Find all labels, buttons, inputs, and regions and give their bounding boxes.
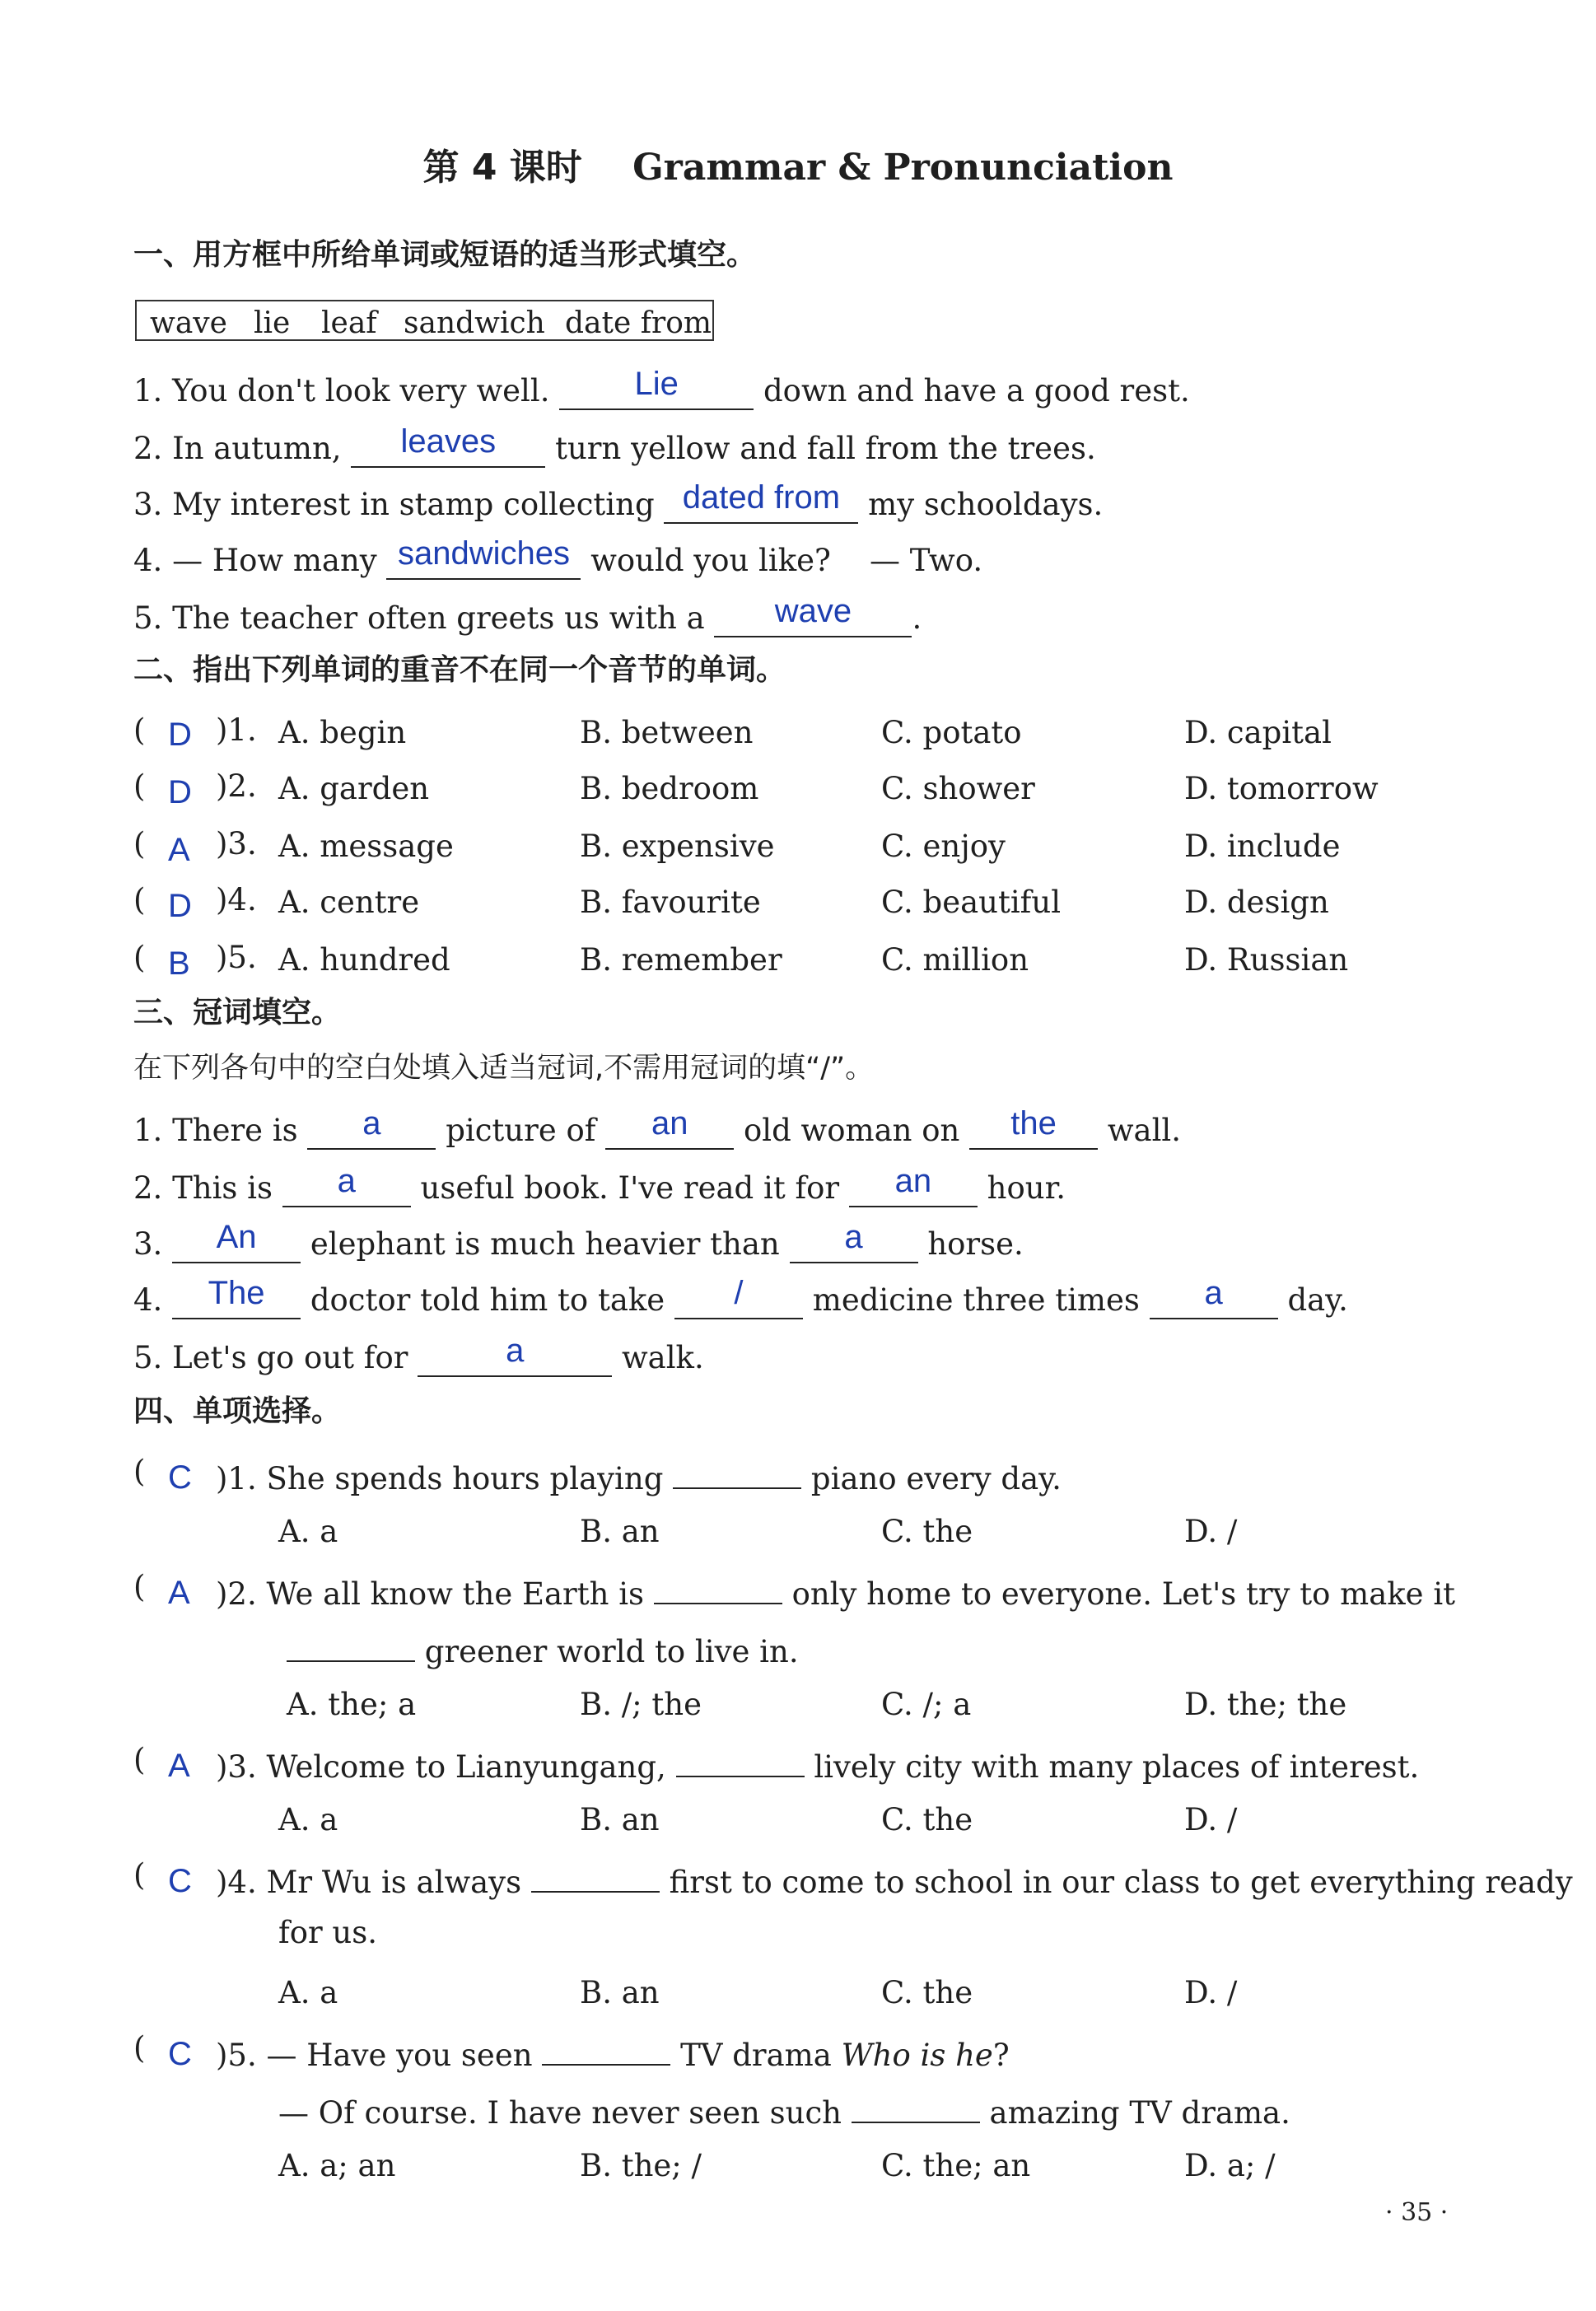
s1-item-4: 4. — How many sandwiches would you like? — Two. xyxy=(133,535,983,578)
answer-blank xyxy=(969,1105,1098,1150)
lesson-topic: Grammar & Pronunciation xyxy=(632,147,1174,189)
worksheet-page: 第 4 课时 Grammar & Pronunciation 一、用方框中所给单词或短语的适当形式填空。 wave lie leaf sandwich date from 1. You don't look very well. Lie down and have a good rest. 2. In autumn, leaves turn yellow and fall from the trees. 3. My interest in stamp collecting dated from my schooldays. 4. — How many sandwiches would you like? — Two. 5. The teacher often greets us with a wave . 二、指出下列单词的重音不在同一个音节的单词。 ( D )1. A. begin B. between C. potato D. capital ( D )2. A. garden B. bedroom C. shower D. tomorrow ( A )3. A. message B. expensive C. enjoy D. include ( D )4. A. centre B. favourite C. beautiful D. design ( B )5. A. hundred B. remember C. million D. Russian 三、冠词填空。 在下列各句中的空白处填入适当冠词,不需用冠词的填“/”。 1. There is a picture of an old woman on the wall. 2. This is a useful book. I've read it for an hour. 3. An elephant is much heavier than a horse. 4. The doctor told him to take / medicine three times a day. 5. Let's go out for a walk. 四、单项选择。 ( C )1. She spends hours playing piano every day. A. a B. an C. the D. / ( A )2. We all know the Earth is only home to everyone. Let's try to make it greener world to live in. A. the; a B. /; the C. /; a D. the; the ( A )3. Welcome to Lianyungang, lively city with many places of interest. A. a B. an C. the D. / ( C )4. Mr Wu is always first to come to school in our class to get everything ready for us. A. a B. an C. the D. / ( C )5. — Have you seen TV drama Who is he? — Of course. I have never seen such amazing TV drama. A. a; an B. the; / C. the; an D. a; / · 35 · xyxy=(0,0,1596,2311)
word-box-item: sandwich xyxy=(404,306,545,340)
handwritten-answer: / xyxy=(734,1275,744,1311)
question-blank xyxy=(531,1860,660,1893)
section-1-heading: 一、用方框中所给单词或短语的适当形式填空。 xyxy=(133,238,757,272)
handwritten-answer: wave xyxy=(774,593,852,629)
s3-item-3: 3. An elephant is much heavier than a horse. xyxy=(133,1219,1024,1262)
question-blank xyxy=(676,1744,805,1777)
word-box-item: wave xyxy=(150,306,227,340)
handwritten-answer: An xyxy=(216,1219,257,1255)
section-4-heading: 四、单项选择。 xyxy=(133,1394,342,1428)
handwritten-answer: C xyxy=(168,1863,192,1899)
answer-blank xyxy=(386,535,581,580)
lesson-label: 第 4 课时 xyxy=(422,147,582,189)
handwritten-answer: C xyxy=(168,1459,192,1496)
answer-blank xyxy=(790,1219,918,1263)
handwritten-answer: A xyxy=(168,1748,190,1784)
s3-item-1: 1. There is a picture of an old woman on the wall. xyxy=(133,1105,1182,1148)
answer-blank xyxy=(418,1333,612,1377)
answer-blank xyxy=(674,1275,803,1319)
handwritten-answer: D xyxy=(168,717,192,753)
word-box xyxy=(135,300,714,341)
answer-blank xyxy=(282,1163,411,1207)
handwritten-answer: D xyxy=(168,774,192,810)
answer-blank xyxy=(351,423,545,468)
question-blank xyxy=(852,2090,980,2123)
section-3-instruction: 在下列各句中的空白处填入适当冠词,不需用冠词的填“/”。 xyxy=(133,1052,875,1085)
s3-item-5: 5. Let's go out for a walk. xyxy=(133,1333,704,1375)
handwritten-answer: D xyxy=(168,888,192,924)
handwritten-answer: a xyxy=(1204,1275,1223,1311)
answer-blank xyxy=(172,1219,301,1263)
section-2-heading: 二、指出下列单词的重音不在同一个音节的单词。 xyxy=(133,653,786,687)
handwritten-answer: leaves xyxy=(400,423,497,460)
answer-blank xyxy=(849,1163,978,1207)
answer-blank xyxy=(664,479,858,524)
word-box-item: date from xyxy=(565,306,712,340)
answer-blank xyxy=(1150,1275,1278,1319)
s1-item-5: 5. The teacher often greets us with a wave . xyxy=(133,593,922,636)
handwritten-answer: an xyxy=(894,1163,932,1199)
handwritten-answer: a xyxy=(337,1163,356,1199)
s1-item-2: 2. In autumn, leaves turn yellow and fall from the trees. xyxy=(133,423,1096,466)
handwritten-answer: a xyxy=(844,1219,863,1255)
handwritten-answer: a xyxy=(362,1105,381,1141)
page-number: · 35 · xyxy=(1385,2198,1449,2227)
handwritten-answer: Lie xyxy=(634,366,679,402)
word-box-item: lie xyxy=(254,306,291,340)
s3-item-4: 4. The doctor told him to take / medicine three times a day. xyxy=(133,1275,1348,1318)
handwritten-answer: The xyxy=(208,1275,265,1311)
handwritten-answer: C xyxy=(168,2036,192,2072)
handwritten-answer: a xyxy=(506,1333,525,1369)
question-blank xyxy=(287,1629,415,1662)
question-blank xyxy=(542,2033,670,2066)
word-box-item: leaf xyxy=(321,306,377,340)
handwritten-answer: A xyxy=(168,1575,190,1611)
handwritten-answer: dated from xyxy=(682,479,841,516)
page-title xyxy=(0,147,1596,189)
section-3-heading: 三、冠词填空。 xyxy=(133,996,342,1029)
handwritten-answer: B xyxy=(168,945,190,982)
question-blank xyxy=(673,1456,801,1489)
s3-item-2: 2. This is a useful book. I've read it for an hour. xyxy=(133,1163,1066,1206)
answer-blank xyxy=(714,593,912,637)
s1-item-3: 3. My interest in stamp collecting dated from my schooldays. xyxy=(133,479,1104,522)
handwritten-answer: an xyxy=(651,1105,688,1141)
handwritten-answer: the xyxy=(1010,1105,1057,1141)
answer-blank xyxy=(172,1275,301,1319)
answer-blank xyxy=(605,1105,734,1150)
handwritten-answer: A xyxy=(168,832,190,868)
answer-blank xyxy=(307,1105,436,1150)
handwritten-answer: sandwiches xyxy=(397,535,570,572)
answer-blank xyxy=(559,366,754,410)
s1-item-1: 1. You don't look very well. Lie down and have a good rest. xyxy=(133,366,1190,409)
question-blank xyxy=(654,1571,782,1604)
